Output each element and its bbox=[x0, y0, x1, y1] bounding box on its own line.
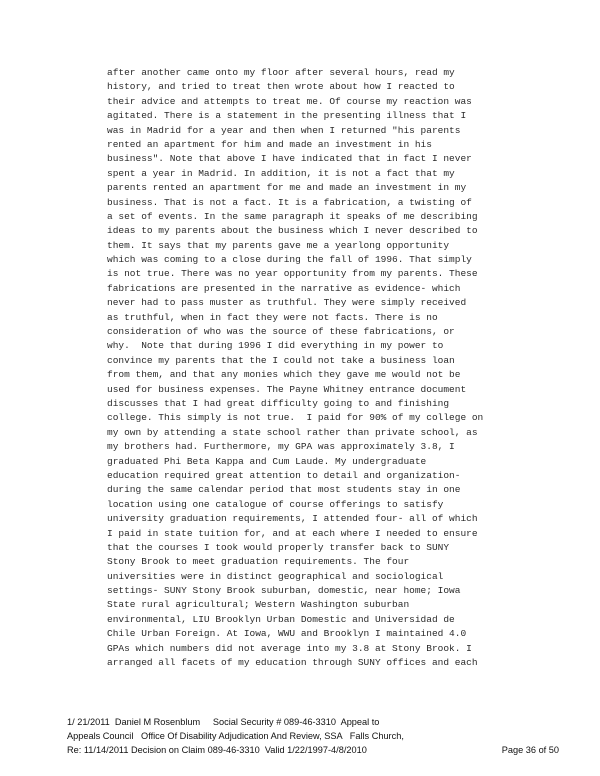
body-line: universities were in distinct geographical and sociological bbox=[107, 570, 444, 582]
body-line: fabrications are presented in the narrative as evidence- which bbox=[107, 282, 461, 294]
body-line: their advice and attempts to treat me. Of course my reaction was bbox=[107, 95, 472, 107]
body-line: spent a year in Madrid. In addition, it is not a fact that my bbox=[107, 167, 455, 179]
body-line: why. Note that during 1996 I did everything in my power to bbox=[107, 340, 444, 352]
body-line: ideas to my parents about the business which I never described to bbox=[107, 225, 478, 237]
body-line: never had to pass muster as truthful. They were simply received bbox=[107, 297, 467, 309]
body-line: discusses that I had great difficulty going to and finishing bbox=[107, 397, 450, 409]
body-line: agitated. There is a statement in the presenting illness that I bbox=[107, 110, 467, 122]
body-line: Chile Urban Foreign. At Iowa, WWU and Brooklyn I maintained 4.0 bbox=[107, 628, 467, 640]
footer-line-3: Re: 11/14/2011 Decision on Claim 089-46-3310 Valid 1/22/1997-4/8/2010 bbox=[67, 745, 367, 755]
body-line: them. It says that my parents gave me a yearlong opportunity bbox=[107, 239, 450, 251]
body-line: my own by attending a state school rather than private school, as bbox=[107, 426, 478, 438]
body-line: which was coming to a close during the fall of 1996. That simply bbox=[107, 254, 472, 266]
body-line: GPAs which numbers did not average into my 3.8 at Stony Brook. I bbox=[107, 642, 472, 654]
body-line: location using one catalogue of course offerings to satisfy bbox=[107, 498, 444, 510]
document-body-text bbox=[107, 66, 567, 670]
body-line: rented an apartment for him and made an investment in his bbox=[107, 138, 432, 150]
body-line: convince my parents that the I could not take a business loan bbox=[107, 354, 455, 366]
body-line: business". Note that above I have indicated that in fact I never bbox=[107, 153, 472, 165]
body-line: a set of events. In the same paragraph it speaks of me describing bbox=[107, 210, 478, 222]
footer-line-1: 1/ 21/2011 Daniel M Rosenblum Social Security # 089-46-3310 Appeal to bbox=[67, 717, 380, 727]
body-line: consideration of who was the source of these fabrications, or bbox=[107, 326, 455, 338]
page-number: Page 36 of 50 bbox=[501, 745, 559, 755]
body-line: during the same calendar period that most students stay in one bbox=[107, 484, 461, 496]
body-line: environmental, LIU Brooklyn Urban Domestic and Universidad de bbox=[107, 613, 455, 625]
body-line: graduated Phi Beta Kappa and Cum Laude. My undergraduate bbox=[107, 455, 427, 467]
body-line: business. That is not a fact. It is a fabrication, a twisting of bbox=[107, 196, 472, 208]
body-line: college. This simply is not true. I paid for 90% of my college on bbox=[107, 412, 484, 424]
body-line: that the courses I took would properly transfer back to SUNY bbox=[107, 541, 450, 553]
body-line: used for business expenses. The Payne Whitney entrance document bbox=[107, 383, 467, 395]
body-line: from them, and that any monies which they gave me would not be bbox=[107, 369, 461, 381]
body-line: after another came onto my floor after several hours, read my bbox=[107, 67, 455, 78]
body-line: was in Madrid for a year and then when I returned "his parents bbox=[107, 124, 461, 136]
body-line: my brothers had. Furthermore, my GPA was approximately 3.8, I bbox=[107, 441, 455, 453]
body-line: State rural agricultural; Western Washington suburban bbox=[107, 599, 410, 611]
body-line: university graduation requirements, I attended four- all of which bbox=[107, 513, 478, 525]
footer-line-2: Appeals Council Office Of Disability Adjudication And Review, SSA Falls Church, bbox=[67, 731, 404, 741]
body-line: arranged all facets of my education through SUNY offices and each bbox=[107, 657, 478, 669]
body-line: I paid in state tuition for, and at each where I needed to ensure bbox=[107, 527, 478, 539]
body-line: parents rented an apartment for me and made an investment in my bbox=[107, 182, 467, 194]
body-line: is not true. There was no year opportunity from my parents. These bbox=[107, 268, 478, 280]
body-line: settings- SUNY Stony Brook suburban, domestic, near home; Iowa bbox=[107, 585, 461, 597]
body-line: as truthful, when in fact they were not facts. There is no bbox=[107, 311, 438, 323]
page-footer bbox=[67, 715, 587, 757]
body-line: history, and tried to treat then wrote about how I reacted to bbox=[107, 81, 455, 93]
body-line: education required great attention to detail and organization- bbox=[107, 469, 461, 481]
body-line: Stony Brook to meet graduation requirements. The four bbox=[107, 556, 410, 568]
